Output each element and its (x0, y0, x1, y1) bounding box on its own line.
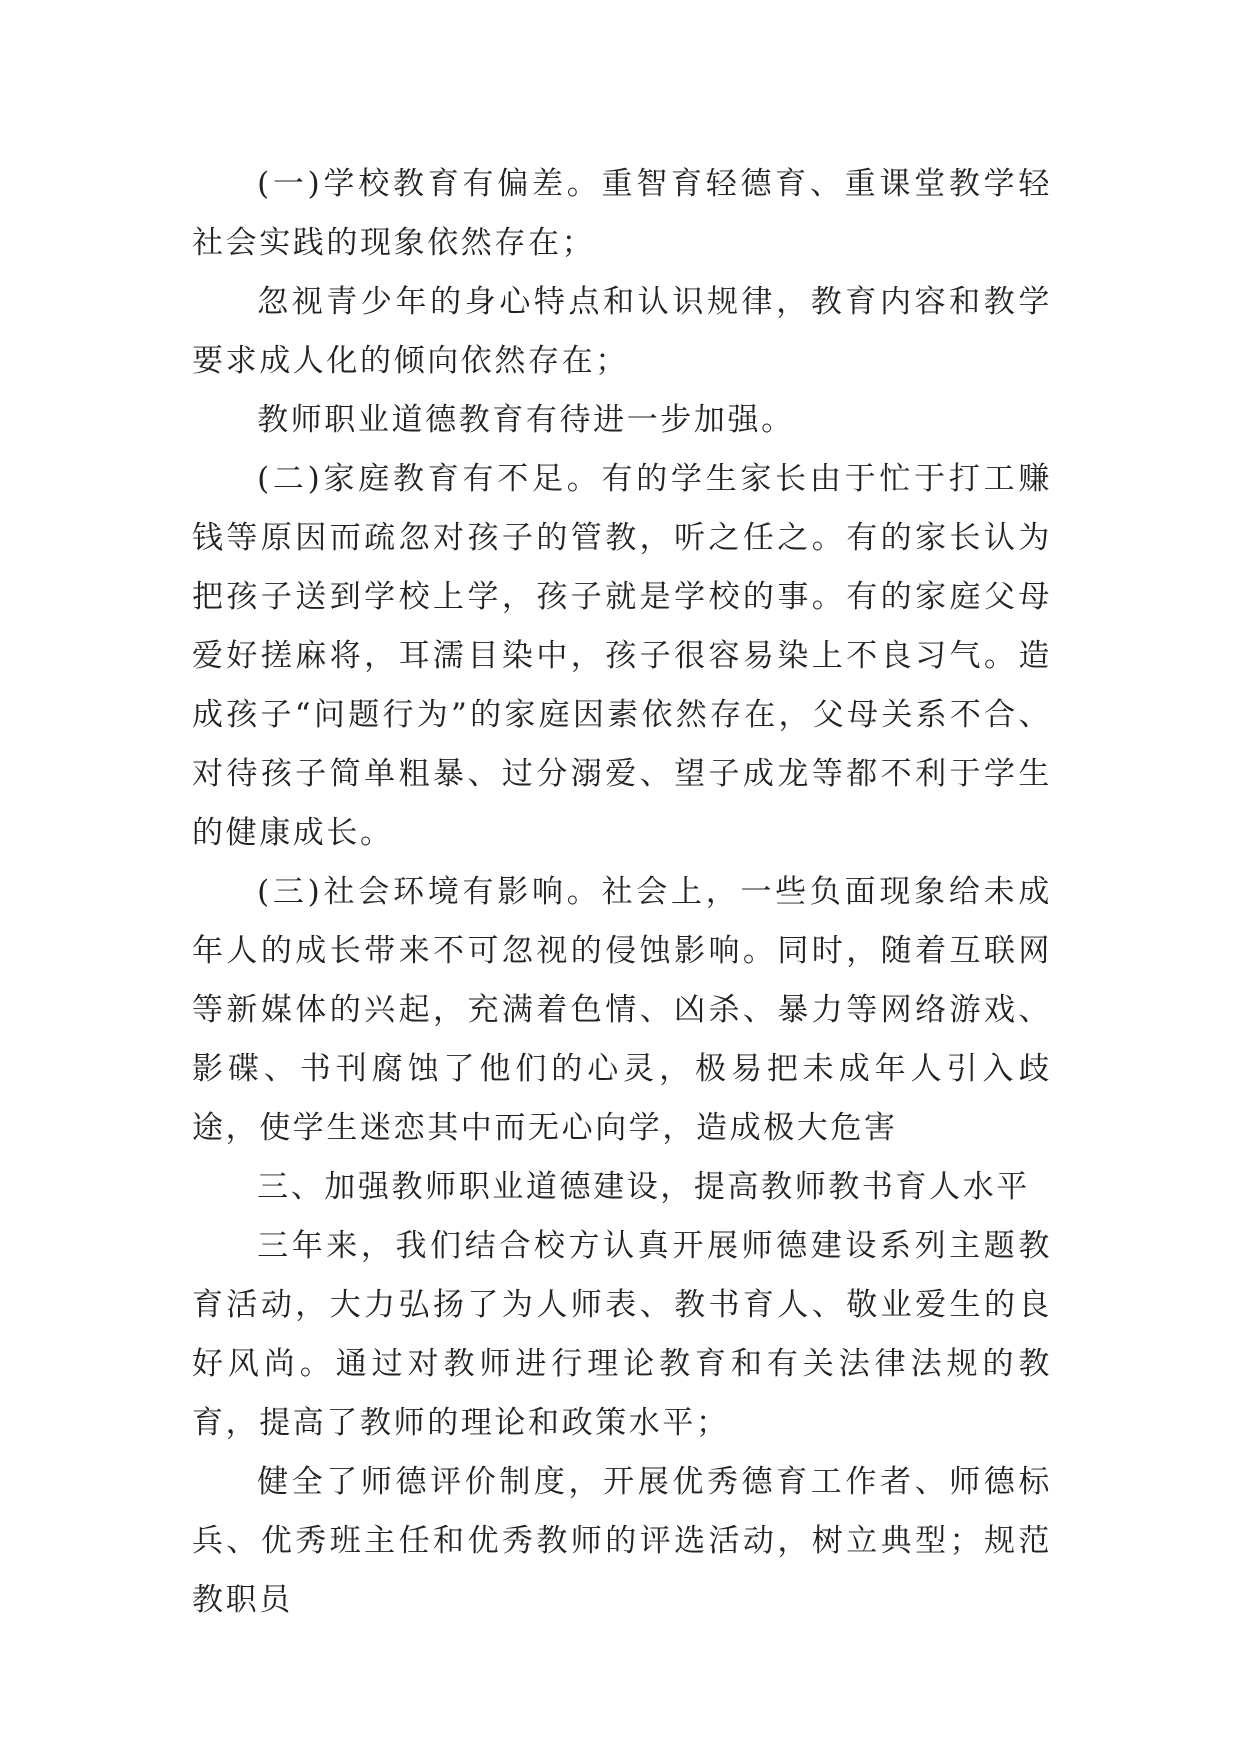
paragraph-family-education: (二)家庭教育有不足。有的学生家长由于忙于打工赚钱等原因而疏忽对孩子的管教，听之任之。有的家长认为把孩子送到学校上学，孩子就是学校的事。有的家庭父母爱好搓麻将，耳濡目染中，孩子很容易染上不良习气。造成孩子“问题行为”的家庭因素依然存在，父母关系不合、对待孩子简单粗暴、过分溺爱、望子成龙等都不利于学生的健康成长。 (192, 461, 1052, 851)
paragraph-social-environment: (三)社会环境有影响。社会上，一些负面现象给未成年人的成长带来不可忽视的侵蚀影响。同时，随着互联网等新媒体的兴起，充满着色情、凶杀、暴力等网络游戏、影碟、书刊腐蚀了他们的心灵，极易把未成年人引入歧途，使学生迷恋其中而无心向学，造成极大危害 (192, 874, 1052, 1146)
section-heading-three: 三、加强教师职业道德建设，提高教师教书育人水平 (257, 1169, 1030, 1205)
document-body (192, 155, 1052, 1630)
paragraph-three-years: 三年来，我们结合校方认真开展师德建设系列主题教育活动，大力弘扬了为人师表、教书育人、敬业爱生的良好风尚。通过对教师进行理论教育和有关法律法规的教育，提高了教师的理论和政策水平； (192, 1228, 1052, 1441)
paragraph-school-education: (一)学校教育有偏差。重智育轻德育、重课堂教学轻社会实践的现象依然存在； (192, 166, 1052, 261)
paragraph-teacher-ethics: 教师职业道德教育有待进一步加强。 (257, 402, 795, 438)
paragraph-evaluation-system: 健全了师德评价制度，开展优秀德育工作者、师德标兵、优秀班主任和优秀教师的评选活动，树立典型；规范教职员 (192, 1464, 1052, 1618)
paragraph-psychological-rules: 忽视青少年的身心特点和认识规律，教育内容和教学要求成人化的倾向依然存在； (192, 284, 1052, 379)
